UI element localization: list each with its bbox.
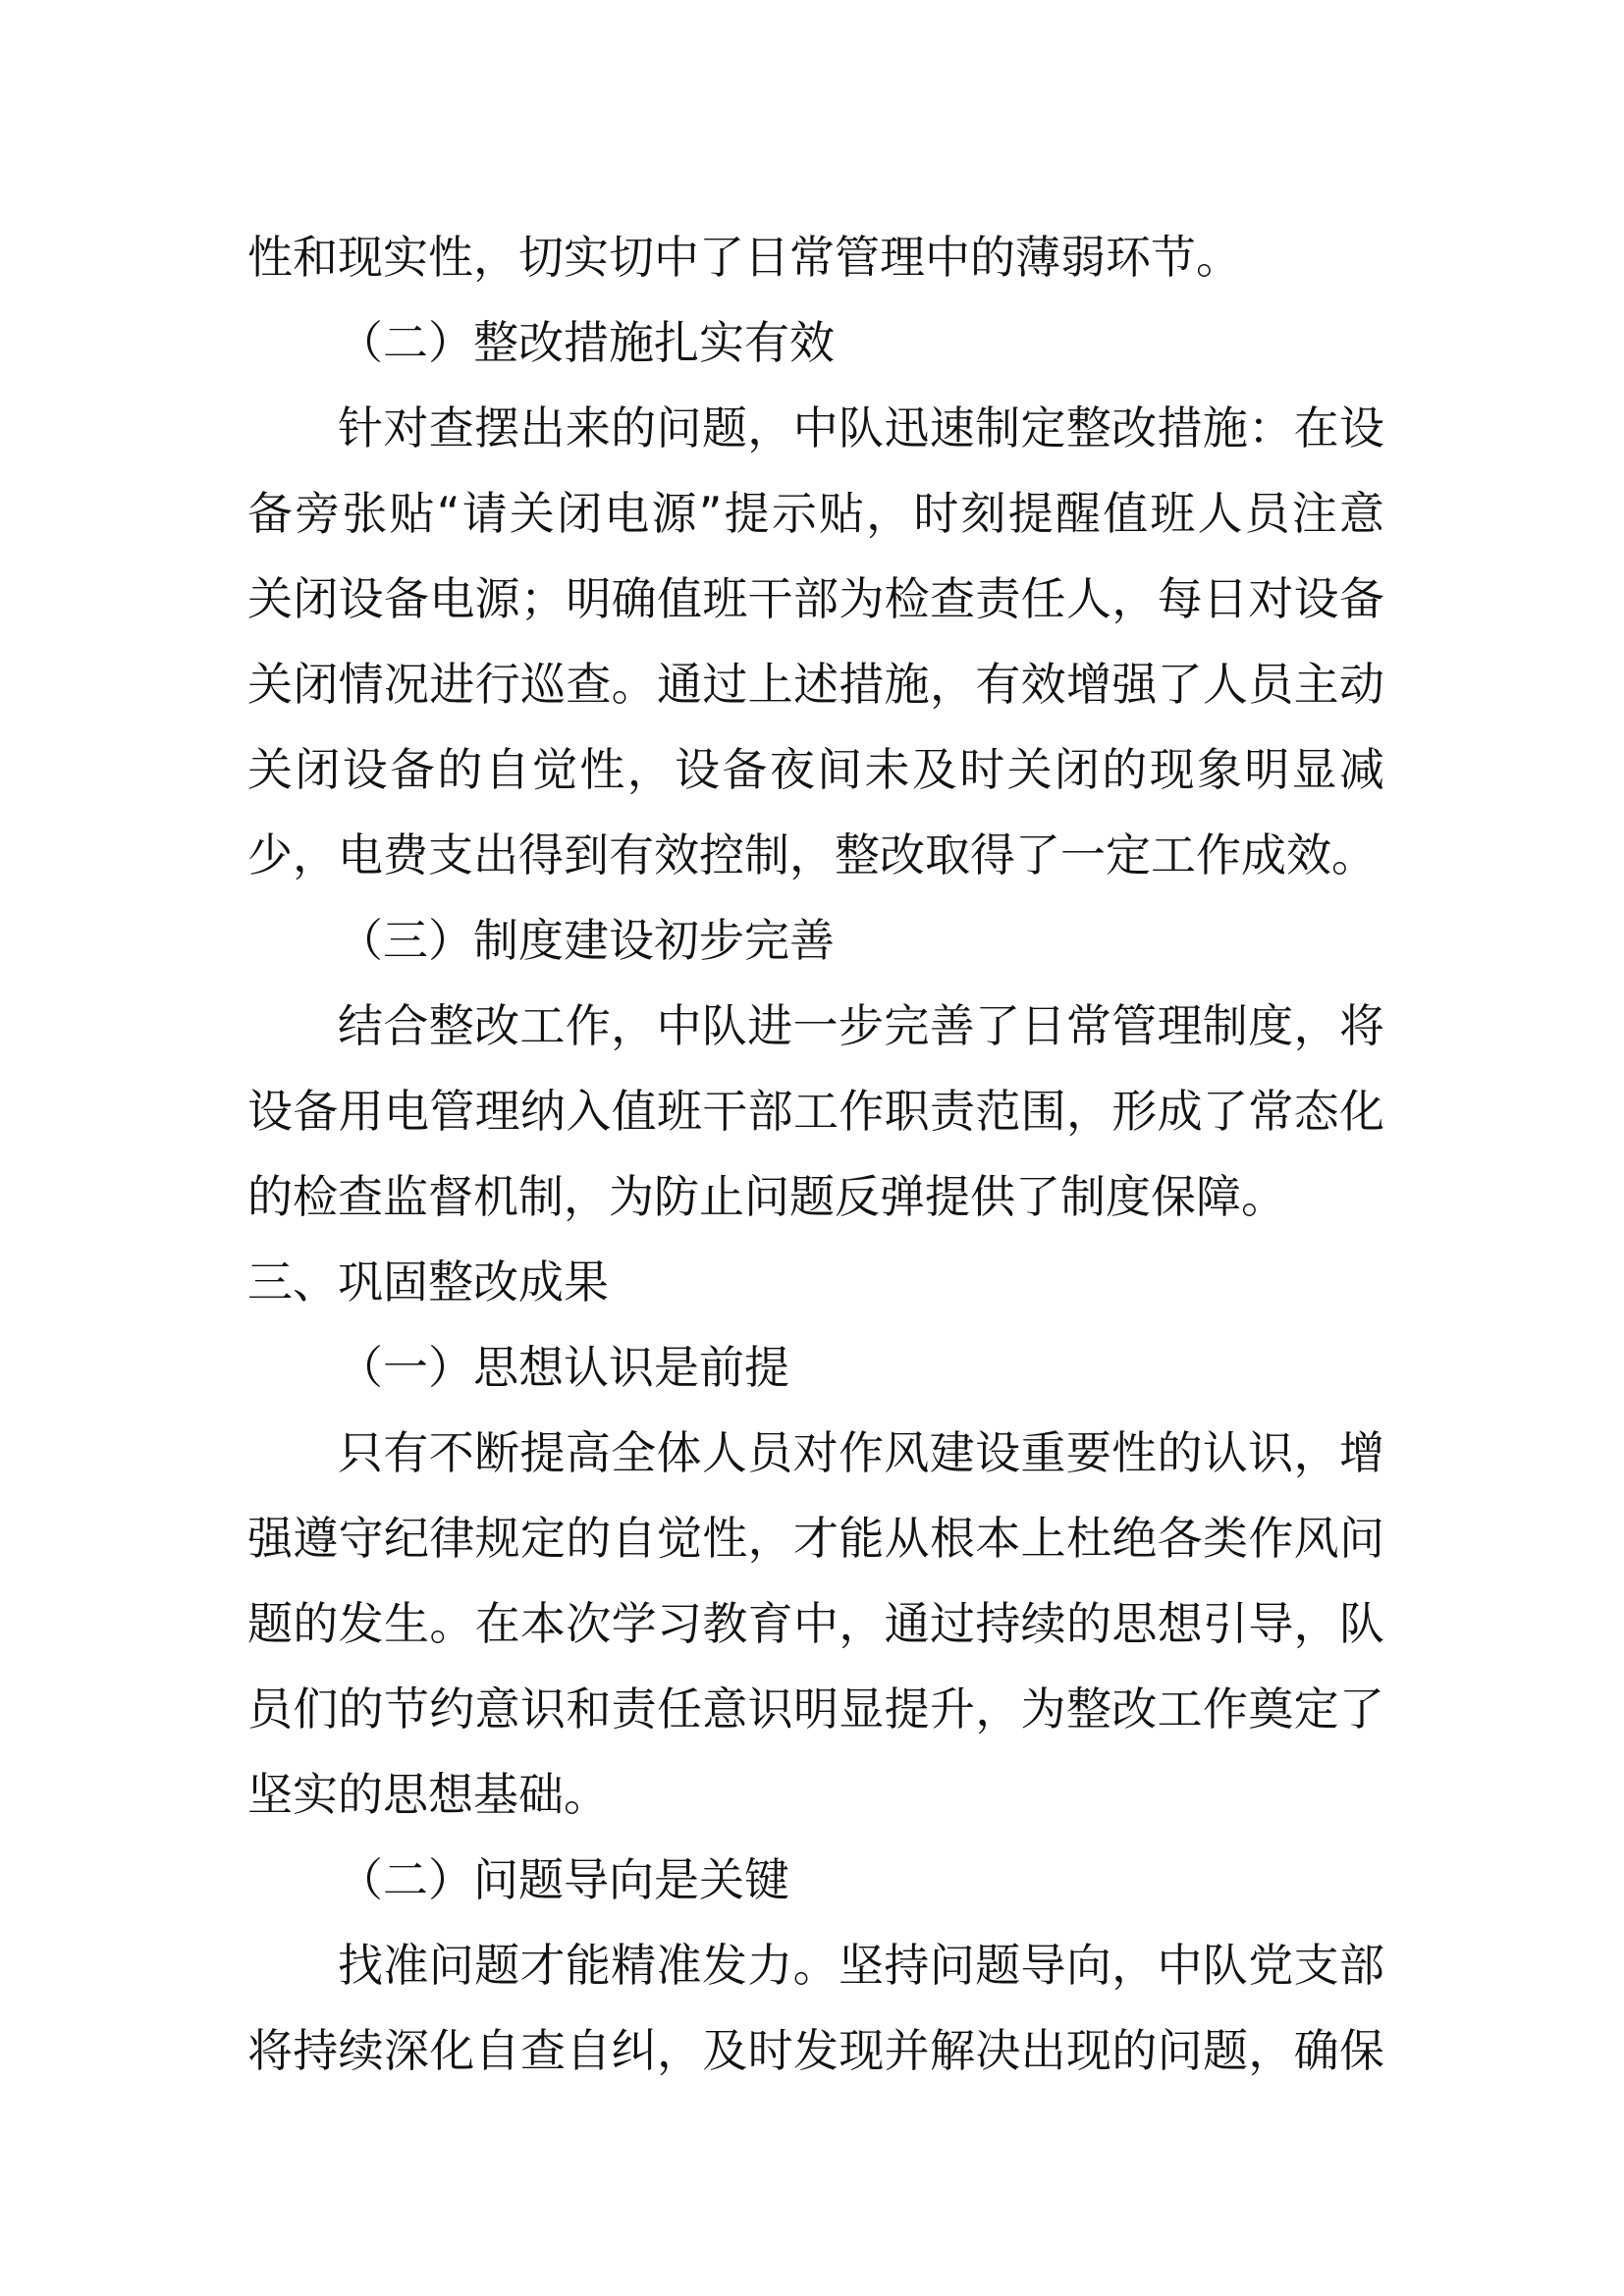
paragraph-line: 性和现实性，切实切中了日常管理中的薄弱环节。 <box>247 231 1241 284</box>
paragraph-line: 的检查监督机制，为防止问题反弹提供了制度保障。 <box>247 1170 1286 1223</box>
subheading: （一）思想认识是前提 <box>338 1341 789 1394</box>
paragraph-line: 结合整改工作，中队进一步完善了日常管理制度，将 <box>338 999 1384 1052</box>
paragraph-line: 关闭设备电源；明确值班干部为检查责任人，每日对设备 <box>247 572 1384 625</box>
paragraph-line: 题的发生。在本次学习教育中，通过持续的思想引导，队 <box>247 1597 1384 1650</box>
subheading: （三）制度建设初步完善 <box>338 914 835 967</box>
subheading: （二）问题导向是关键 <box>338 1853 789 1906</box>
subheading: （二）整改措施扎实有效 <box>338 316 835 369</box>
paragraph-line: 关闭情况进行巡查。通过上述措施，有效增强了人员主动 <box>247 658 1384 711</box>
section-heading: 三、巩固整改成果 <box>247 1255 609 1308</box>
paragraph-line: 员们的节约意识和责任意识明显提升，为整改工作奠定了 <box>247 1682 1384 1735</box>
paragraph-line: 针对查摆出来的问题，中队迅速制定整改措施：在设 <box>338 401 1384 454</box>
paragraph-line: 关闭设备的自觉性，设备夜间未及时关闭的现象明显减 <box>247 743 1384 796</box>
paragraph-line: 坚实的思想基础。 <box>247 1768 609 1821</box>
paragraph-line: 少，电费支出得到有效控制，整改取得了一定工作成效。 <box>247 828 1377 881</box>
paragraph-line: 备旁张贴“请关闭电源”提示贴，时刻提醒值班人员注意 <box>247 487 1384 540</box>
document-page <box>247 215 1384 2094</box>
paragraph-line: 设备用电管理纳入值班干部工作职责范围，形成了常态化 <box>247 1085 1384 1138</box>
paragraph-line: 找准问题才能精准发力。坚持问题导向，中队党支部 <box>338 1939 1384 1992</box>
paragraph-line: 强遵守纪律规定的自觉性，才能从根本上杜绝各类作风问 <box>247 1512 1384 1565</box>
paragraph-line: 将持续深化自查自纠，及时发现并解决出现的问题，确保 <box>247 2024 1384 2077</box>
paragraph-line: 只有不断提高全体人员对作风建设重要性的认识，增 <box>338 1426 1384 1479</box>
